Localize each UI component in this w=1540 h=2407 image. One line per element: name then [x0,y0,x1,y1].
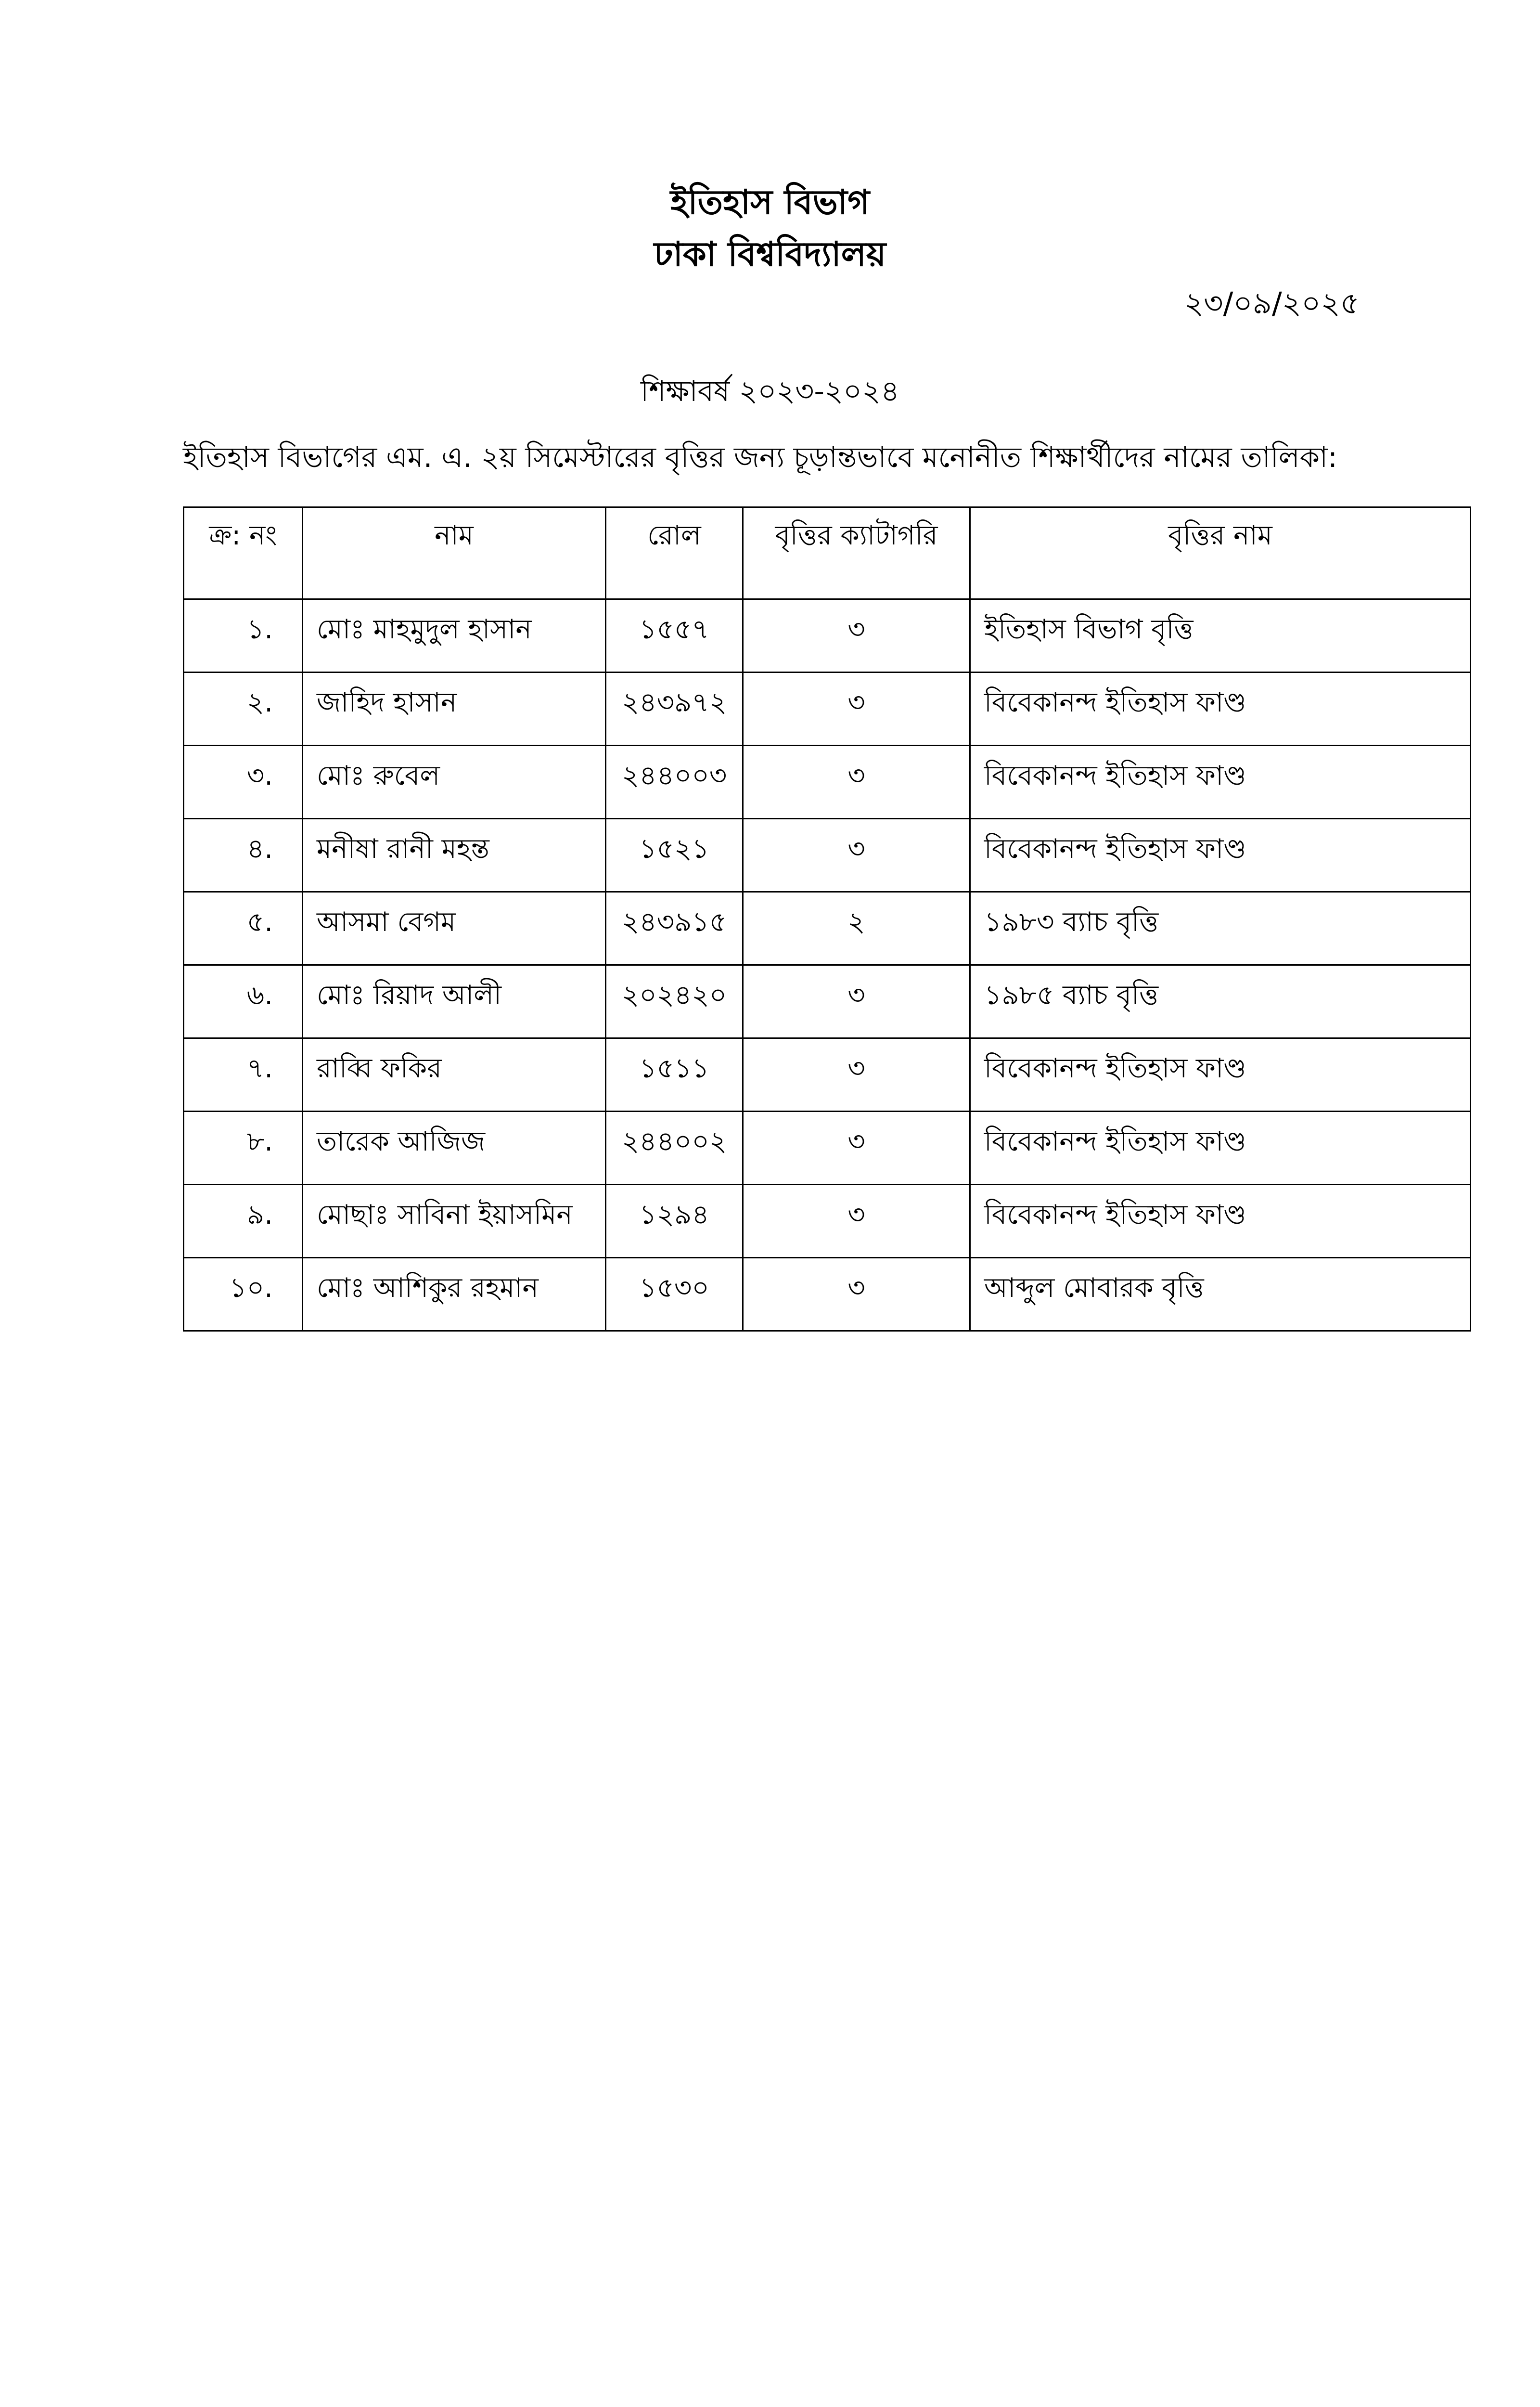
header-scholarship: বৃত্তির নাম [970,507,1471,599]
cell-serial: ৯. [184,1185,303,1258]
cell-serial: ৩. [184,746,303,819]
header-roll: রোল [606,507,743,599]
academic-session: শিক্ষাবর্ষ ২০২৩-২০২৪ [641,375,899,408]
university-title: ঢাকা বিশ্ববিদ্যালয় [654,234,886,274]
table-row [184,1112,1471,1185]
cell-scholarship: বিবেকানন্দ ইতিহাস ফাণ্ড [970,1185,1471,1258]
cell-name: মনীষা রানী মহন্ত [303,819,606,892]
table-header-row [184,507,1471,599]
cell-category: ৩ [743,599,970,673]
header-name: নাম [303,507,606,599]
cell-category: ৩ [743,1112,970,1185]
cell-scholarship: ১৯৮৩ ব্যাচ বৃত্তি [970,892,1471,965]
table-row [184,1185,1471,1258]
cell-name: মোঃ রিয়াদ আলী [303,965,606,1038]
table-row [184,1258,1471,1331]
department-title: ইতিহাস বিভাগ [670,182,870,222]
cell-serial: ১. [184,599,303,673]
cell-roll: ২৪৩৯১৫ [606,892,743,965]
table-row [184,965,1471,1038]
cell-category: ৩ [743,1185,970,1258]
cell-name: জাহিদ হাসান [303,673,606,746]
cell-serial: ৪. [184,819,303,892]
cell-scholarship: আব্দুল মোবারক বৃত্তি [970,1258,1471,1331]
table-body [184,599,1471,1331]
cell-name: মোছাঃ সাবিনা ইয়াসমিন [303,1185,606,1258]
cell-roll: ১২৯৪ [606,1185,743,1258]
cell-scholarship: বিবেকানন্দ ইতিহাস ফাণ্ড [970,819,1471,892]
cell-name: আসমা বেগম [303,892,606,965]
cell-category: ৩ [743,746,970,819]
table-row [184,819,1471,892]
cell-name: মোঃ রুবেল [303,746,606,819]
cell-scholarship: ১৯৮৫ ব্যাচ বৃত্তি [970,965,1471,1038]
cell-scholarship: ইতিহাস বিভাগ বৃত্তি [970,599,1471,673]
table-row [184,746,1471,819]
cell-roll: ১৫২১ [606,819,743,892]
cell-category: ৩ [743,1258,970,1331]
header-category: বৃত্তির ক্যাটাগরি [743,507,970,599]
cell-serial: ১০. [184,1258,303,1331]
cell-roll: ১৫১১ [606,1038,743,1112]
cell-serial: ৬. [184,965,303,1038]
cell-category: ৩ [743,965,970,1038]
cell-scholarship: বিবেকানন্দ ইতিহাস ফাণ্ড [970,1038,1471,1112]
table-row [184,1038,1471,1112]
cell-serial: ৭. [184,1038,303,1112]
cell-roll: ১৫৫৭ [606,599,743,673]
table-header [184,507,1471,599]
header-serial: ক্র: নং [184,507,303,599]
intro-text: ইতিহাস বিভাগের এম. এ. ২য় সিমেস্টারের বৃত্তির জন্য চূড়ান্তভাবে মনোনীত শিক্ষার্থীদের নামের তালিকা: [183,440,1337,474]
cell-name: মোঃ মাহমুদুল হাসান [303,599,606,673]
cell-scholarship: বিবেকানন্দ ইতিহাস ফাণ্ড [970,746,1471,819]
cell-roll: ২৪৪০০৩ [606,746,743,819]
table-row [184,673,1471,746]
cell-category: ২ [743,892,970,965]
cell-category: ৩ [743,673,970,746]
cell-serial: ২. [184,673,303,746]
cell-category: ৩ [743,1038,970,1112]
cell-category: ৩ [743,819,970,892]
cell-name: রাব্বি ফকির [303,1038,606,1112]
cell-scholarship: বিবেকানন্দ ইতিহাস ফাণ্ড [970,673,1471,746]
cell-roll: ২০২৪২০ [606,965,743,1038]
cell-scholarship: বিবেকানন্দ ইতিহাস ফাণ্ড [970,1112,1471,1185]
cell-roll: ২৪৩৯৭২ [606,673,743,746]
table-row [184,599,1471,673]
table-row [184,892,1471,965]
cell-name: মোঃ আশিকুর রহমান [303,1258,606,1331]
document-date: ২৩/০৯/২০২৫ [1184,285,1360,321]
cell-roll: ২৪৪০০২ [606,1112,743,1185]
cell-serial: ৫. [184,892,303,965]
cell-roll: ১৫৩০ [606,1258,743,1331]
scholarship-table [183,506,1471,1332]
cell-name: তারেক আজিজ [303,1112,606,1185]
cell-serial: ৮. [184,1112,303,1185]
